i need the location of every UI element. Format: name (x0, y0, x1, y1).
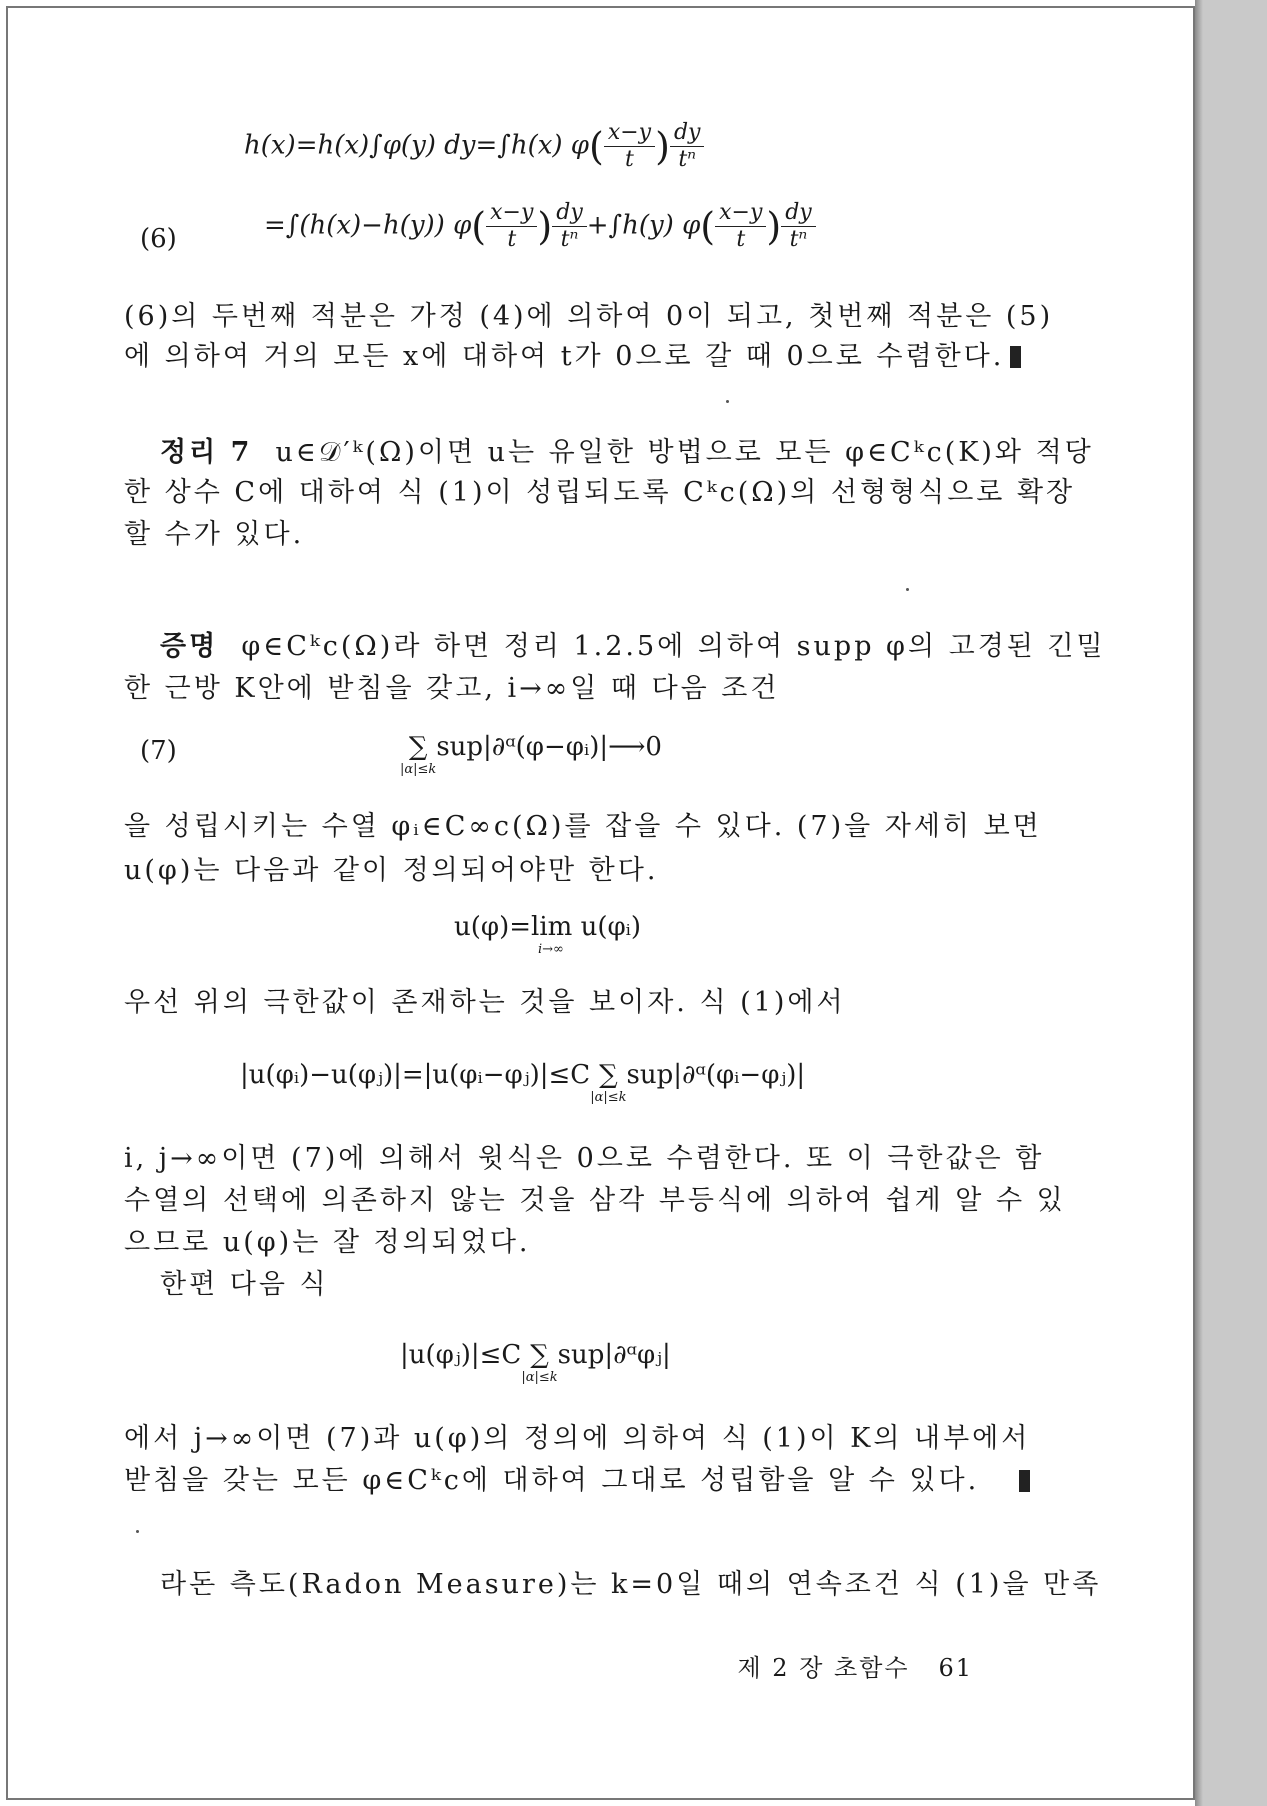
theorem-7-line-3: 할 수가 있다. (124, 519, 305, 550)
equation-7-label: (7) (140, 736, 177, 766)
print-speck-3 (136, 1530, 139, 1533)
paragraph-7-line-2: 받침을 갖는 모든 φ∈Cᵏc에 대하여 그대로 성립함을 알 수 있다. (124, 1464, 1030, 1498)
equation-6-label: (6) (140, 224, 177, 254)
equation-bound: |u(φⱼ)|≤C ∑ |α|≤k sup|∂ᵅφⱼ| (400, 1340, 671, 1385)
equation-6: =∫(h(x)−h(y)) φ( $\frac{x-y}{t}$ ) $\frac{dy}{\text{tⁿ}}$ +∫h(y) φ( $\frac{x-y}{t}$ ) $\frac{dy}{\text{tⁿ}}$ (264, 200, 816, 253)
equation-difference: |u(φᵢ)−u(φⱼ)|=|u(φᵢ−φⱼ)|≤C ∑ |α|≤k sup|∂ᵅ(φᵢ−φⱼ)| (240, 1060, 806, 1105)
paragraph-4-line-1: 우선 위의 극한값이 존재하는 것을 보이자. 식 (1)에서 (124, 987, 846, 1018)
print-speck-2 (906, 588, 909, 591)
page-edge-shadow (1195, 0, 1203, 1806)
proof-line-1: 증명 φ∈Cᵏc(Ω)라 하면 정리 1.2.5에 의하여 supp φ의 고경된 긴밀 (160, 631, 1106, 662)
paragraph-1-line-2: 에 의하여 거의 모든 x에 대하여 t가 0으로 갈 때 0으로 수렴한다. (124, 340, 1021, 374)
page-number: 61 (938, 1654, 973, 1682)
page-footer (737, 1648, 973, 1683)
proof-label: 증명 (160, 631, 219, 662)
paragraph-5-line-3: 으므로 u(φ)는 잘 정의되었다. (124, 1227, 531, 1258)
paragraph-5-line-1: i, j→∞이면 (7)에 의해서 윗식은 0으로 수렴한다. 또 이 극한값은 함 (124, 1143, 1045, 1174)
paragraph-3-line-2: u(φ)는 다음과 같이 정의되어야만 한다. (124, 855, 659, 886)
theorem-7-line-1: 정리 7 u∈𝒟′ᵏ(Ω)이면 u는 유일한 방법으로 모든 φ∈Cᵏc(K)와 적당 (160, 437, 1094, 468)
paragraph-6-line-1: 한편 다음 식 (160, 1269, 329, 1300)
theorem-label: 정리 7 (160, 437, 253, 468)
fraction-dy: $\frac{dy}{\text{tⁿ}}$ (670, 120, 705, 173)
qed-mark-2 (1019, 1470, 1030, 1492)
print-speck (726, 400, 729, 403)
sum-symbol: ∑ (408, 732, 428, 762)
page-stack-edge (1195, 0, 1267, 1806)
qed-mark (1010, 346, 1021, 368)
paragraph-3-line-1: 을 성립시키는 수열 φᵢ∈C∞c(Ω)를 잡을 수 있다. (7)을 자세히 보면 (124, 811, 1042, 842)
equation-6-part2: +∫h(y) φ (586, 210, 701, 241)
proof-line-2: 한 근방 K안에 받침을 갖고, i→∞일 때 다음 조건 (124, 673, 780, 704)
equation-7: ∑ |α|≤k sup|∂ᵅ(φ−φᵢ)|⟶0 (400, 732, 662, 777)
equation-limit: u(φ)=lim u(φᵢ) i→∞ (454, 912, 642, 957)
fraction-x-minus-y: $\frac{x-y}{t}$ (604, 120, 655, 173)
equation-h-text: h(x)=h(x)∫φ(y) dy=∫h(x) φ (244, 130, 589, 161)
book-page (6, 6, 1195, 1800)
paragraph-8-line-1: 라돈 측도(Radon Measure)는 k=0일 때의 연속조건 식 (1)을 만족 (160, 1569, 1102, 1600)
theorem-7-line-2: 한 상수 C에 대하여 식 (1)이 성립되도록 Cᵏc(Ω)의 선형형식으로 확장 (124, 477, 1076, 508)
paragraph-1-line-1: (6)의 두번째 적분은 가정 (4)에 의하여 0이 되고, 첫번째 적분은 (5) (124, 301, 1054, 332)
equation-6-part1: =∫(h(x)−h(y)) φ (264, 210, 472, 241)
equation-h-line1: h(x)=h(x)∫φ(y) dy=∫h(x) φ( $\frac{x-y}{t}$ ) $\frac{dy}{\text{tⁿ}}$ (244, 120, 704, 173)
chapter-title: 제 2 장 초함수 (737, 1654, 910, 1682)
paragraph-5-line-2: 수열의 선택에 의존하지 않는 것을 삼각 부등식에 의하여 쉽게 알 수 있 (124, 1185, 1066, 1216)
paragraph-7-line-1: 에서 j→∞이면 (7)과 u(φ)의 정의에 의하여 식 (1)이 K의 내부에서 (124, 1423, 1031, 1454)
